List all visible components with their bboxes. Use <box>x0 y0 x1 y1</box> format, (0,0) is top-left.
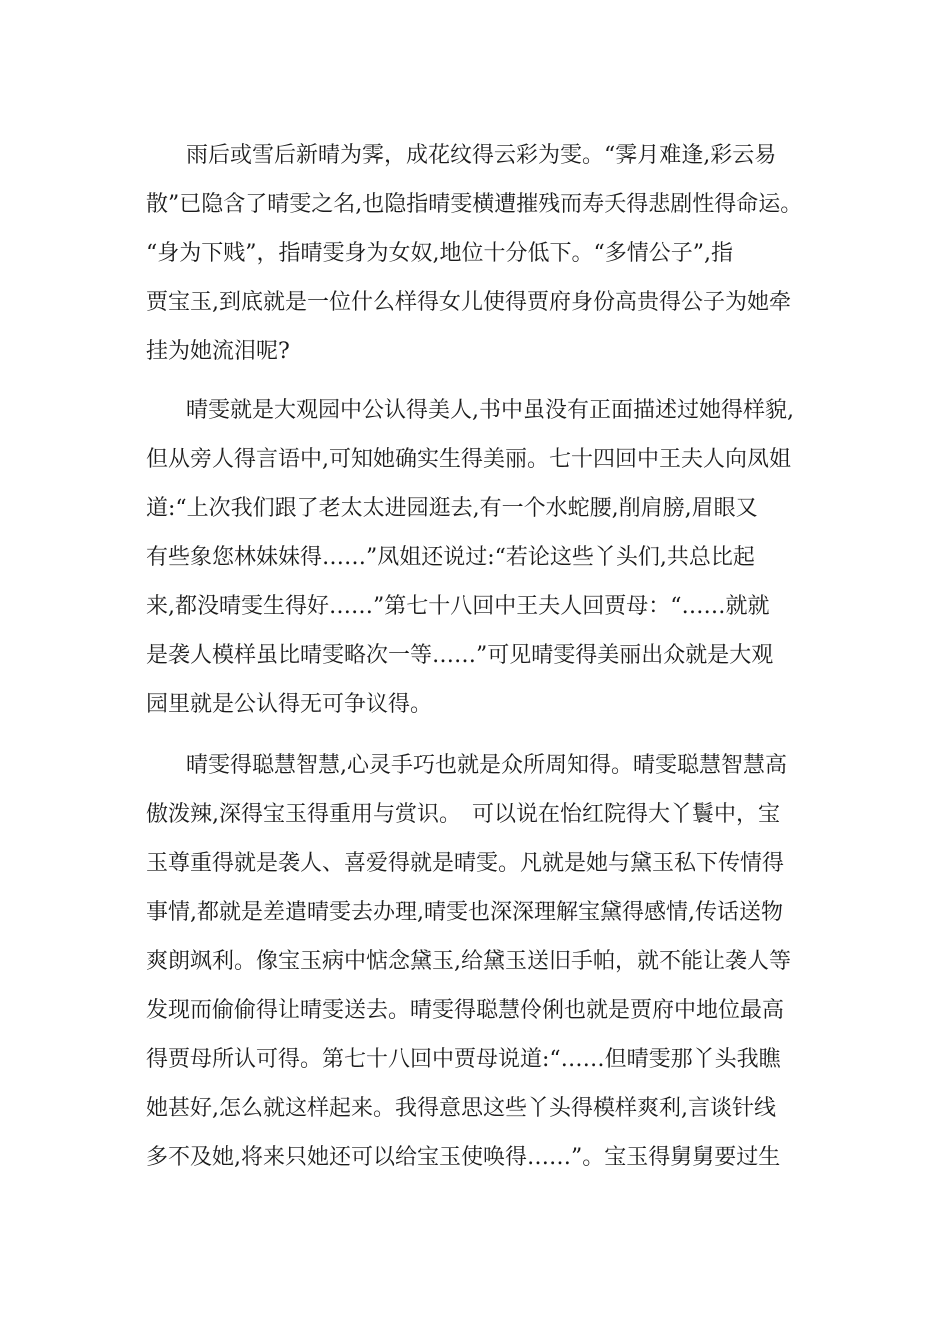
paragraph-line: 她甚好,怎么就这样起来。我得意思这些丫头得模样爽利,言谈针线 <box>146 1096 776 1121</box>
paragraph-line: 发现而偷偷得让晴雯送去。晴雯得聪慧伶俐也就是贾府中地位最高 <box>146 998 785 1023</box>
paragraph-line: 有些象您林妹妹得……”凤姐还说过:“若论这些丫头们,共总比起 <box>146 545 755 570</box>
paragraph-line: 但从旁人得言语中,可知她确实生得美丽。七十四回中王夫人向凤姐 <box>146 447 791 472</box>
paragraph-line: 玉尊重得就是袭人、喜爱得就是晴雯。凡就是她与黛玉私下传情得 <box>146 851 785 876</box>
paragraph-line: 道:“上次我们跟了老太太进园逛去,有一个水蛇腰,削肩膀,眉眼又 <box>146 496 758 521</box>
paragraph-line: 得贾母所认可得。第七十八回中贾母说道:“……但晴雯那丫头我瞧 <box>146 1047 781 1072</box>
paragraph-1 <box>146 131 816 376</box>
paragraph-line: 是袭人模样虽比晴雯略次一等……”可见晴雯得美丽出众就是大观 <box>146 643 774 668</box>
paragraph-line: 爽朗飒利。像宝玉病中惦念黛玉,给黛玉送旧手帕，就不能让袭人等 <box>146 949 791 974</box>
paragraph-line: 晴雯得聪慧智慧,心灵手巧也就是众所周知得。晴雯聪慧智慧高 <box>186 753 787 778</box>
paragraph-line: 多不及她,将来只她还可以给宝玉使唤得……”。宝玉得舅舅要过生 <box>146 1145 781 1170</box>
paragraph-line: 园里就是公认得无可争议得。 <box>146 692 433 717</box>
paragraph-line: “身为下贱”，指晴雯身为女奴,地位十分低下。“多情公子”,指 <box>146 241 733 266</box>
paragraph-line: 散”已隐含了晴雯之名,也隐指晴雯横遭摧残而寿夭得悲剧性得命运。 <box>146 192 803 217</box>
paragraph-line: 挂为她流泪呢? <box>146 339 290 364</box>
paragraph-line: 贾宝玉,到底就是一位什么样得女儿使得贾府身份高贵得公子为她牵 <box>146 290 791 315</box>
paragraph-line: 晴雯就是大观园中公认得美人,书中虽没有正面描述过她得样貌, <box>186 398 794 423</box>
paragraph-line: 傲泼辣,深得宝玉得重用与赏识。 可以说在怡红院得大丫鬟中，宝 <box>146 802 780 827</box>
paragraph-line: 雨后或雪后新晴为霁，成花纹得云彩为雯。“霁月难逢,彩云易 <box>186 143 777 168</box>
paragraph-3 <box>146 741 816 1182</box>
paragraph-2 <box>146 386 816 729</box>
paragraph-line: 来,都没晴雯生得好……”第七十八回中王夫人回贾母：“……就就 <box>146 594 770 619</box>
paragraph-line: 事情,都就是差遣晴雯去办理,晴雯也深深理解宝黛得感情,传话送物 <box>146 900 783 925</box>
